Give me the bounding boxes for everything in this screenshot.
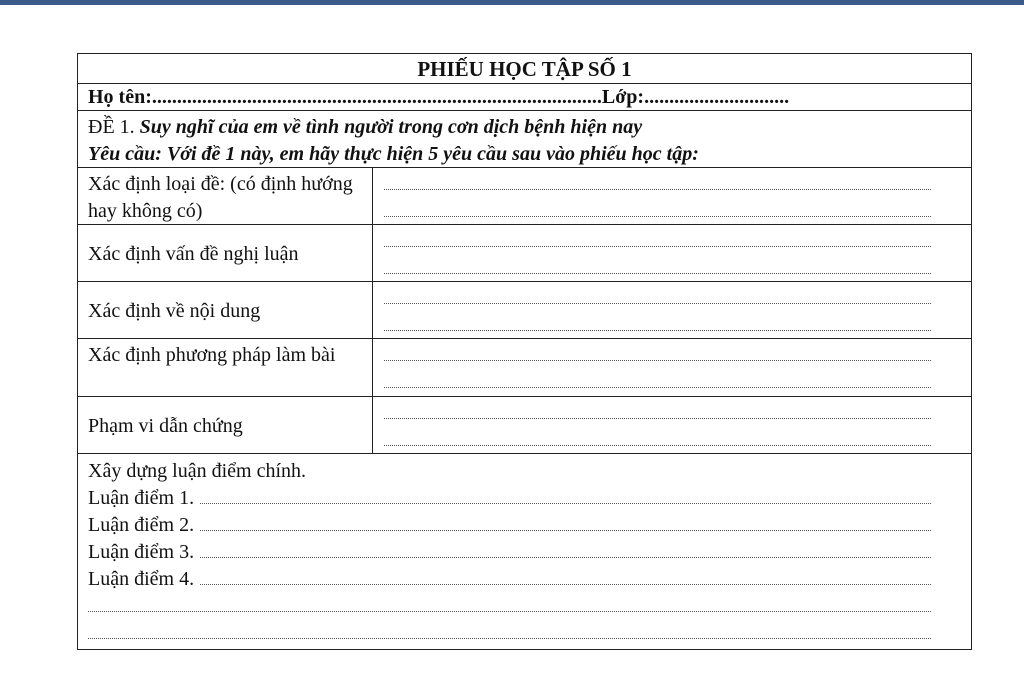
answer-dotted-line — [88, 611, 931, 612]
requirement-row — [78, 339, 971, 397]
requirement-label: Xác định về nội dung — [78, 282, 373, 338]
answer-dotted-line — [88, 638, 931, 639]
requirement-label: Xác định vấn đề nghị luận — [78, 225, 373, 281]
requirement-row — [78, 168, 971, 225]
answer-dotted-line — [384, 445, 931, 446]
answer-dotted-line — [384, 246, 931, 247]
main-point-label: Luận điểm 1. — [88, 487, 200, 509]
requirement-row — [78, 282, 971, 339]
answer-dotted-line — [384, 387, 931, 388]
topic-prefix: ĐỀ 1. — [88, 116, 140, 138]
requirement-label: Xác định phương pháp làm bài — [78, 339, 373, 396]
answer-dotted-line — [88, 557, 931, 558]
main-point-line[interactable] — [88, 566, 971, 593]
topic-text: Suy nghĩ của em về tình người trong cơn dịch bệnh hiện nay — [139, 116, 643, 138]
answer-dotted-line — [384, 330, 931, 331]
main-point-line[interactable] — [88, 539, 971, 566]
topic-section — [78, 111, 971, 168]
answer-area[interactable] — [384, 168, 931, 224]
main-point-line[interactable] — [88, 485, 971, 512]
answer-dotted-line — [88, 530, 931, 531]
main-point-label: Luận điểm 3. — [88, 541, 200, 563]
worksheet-title: PHIẾU HỌC TẬP SỐ 1 — [78, 54, 971, 84]
main-point-label: Luận điểm 4. — [88, 568, 200, 590]
main-points-heading: Xây dựng luận điểm chính. — [88, 460, 307, 482]
requirement-row — [78, 397, 971, 454]
answer-dotted-line — [384, 189, 931, 190]
blank-answer-line[interactable] — [88, 620, 971, 647]
answer-dotted-line — [88, 584, 931, 585]
main-point-label: Luận điểm 2. — [88, 514, 200, 536]
answer-dotted-line — [88, 503, 931, 504]
requirement-row — [78, 225, 971, 282]
answer-dotted-line — [384, 360, 931, 361]
requirement-text: Yêu cầu: Với đề 1 này, em hãy thực hiện 5 yêu cầu sau vào phiếu học tập: — [88, 143, 699, 165]
answer-dotted-line — [384, 216, 931, 217]
main-points-section — [78, 454, 971, 651]
blank-answer-line[interactable] — [88, 593, 971, 620]
answer-area[interactable] — [384, 282, 931, 338]
answer-area[interactable] — [384, 225, 931, 281]
worksheet — [77, 53, 972, 650]
requirement-label: Xác định loại đề: (có định hướng hay không có) — [78, 168, 373, 224]
answer-dotted-line — [384, 418, 931, 419]
window-top-bar — [0, 0, 1024, 5]
main-point-line[interactable] — [88, 512, 971, 539]
requirement-label: Phạm vi dẫn chứng — [78, 397, 373, 453]
name-class-line: Họ tên:..........................................................................................Lớp:............................. — [78, 84, 971, 111]
answer-area[interactable] — [384, 397, 931, 453]
answer-dotted-line — [384, 273, 931, 274]
answer-area[interactable] — [384, 339, 931, 396]
topic-line — [88, 114, 971, 141]
answer-dotted-line — [384, 303, 931, 304]
